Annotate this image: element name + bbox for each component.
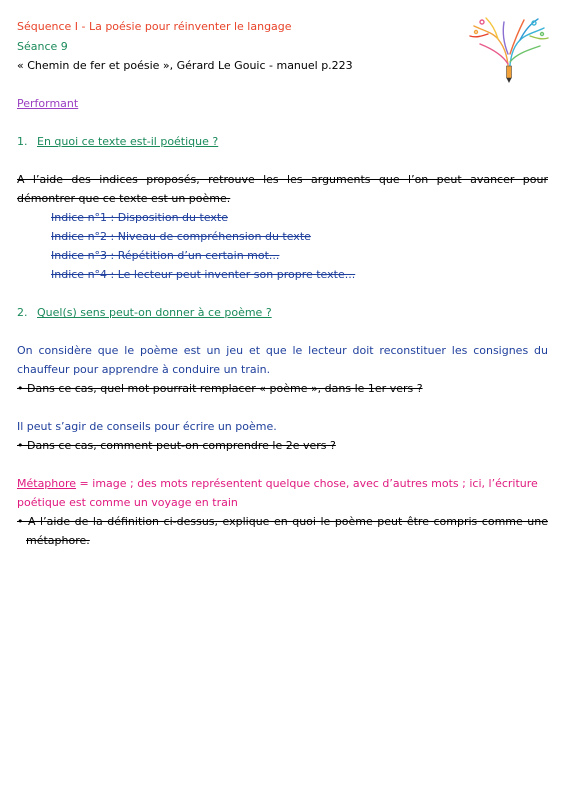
colorful-tree-pencil-icon xyxy=(468,14,550,84)
section1-heading xyxy=(17,135,218,149)
metaphor-definition-line1 xyxy=(17,477,538,491)
section2-bullet2: • Dans ce cas, comment peut-on comprendre le 2e vers ? xyxy=(17,439,336,452)
section2-paragraph1-line2: chauffeur pour apprendre à conduire un train. xyxy=(17,363,271,376)
text-reference: « Chemin de fer et poésie », Gérard Le Gouic - manuel p.223 xyxy=(17,59,353,72)
section2-heading xyxy=(17,306,272,320)
metaphor-definition-line2: poétique est comme un voyage en train xyxy=(17,496,238,509)
section2-bullet3-line2: métaphore. xyxy=(26,534,90,547)
hint-item: Indice n°3 : Répétition d’un certain mot... xyxy=(51,249,280,262)
sequence-title: Séquence I - La poésie pour réinventer le langage xyxy=(17,20,292,33)
section1-instruction-line1: A l’aide des indices proposés, retrouve les les arguments que l’on peut avancer pour xyxy=(17,173,548,186)
metaphor-term: Métaphore xyxy=(17,477,77,490)
section2-paragraph1-line1: On considère que le poème est un jeu et que le lecteur doit reconstituer les consignes du xyxy=(17,344,548,357)
section2-number: 2. xyxy=(17,306,28,319)
level-label: Performant xyxy=(17,97,79,110)
section1-number: 1. xyxy=(17,135,28,148)
hint-item: Indice n°2 : Niveau de compréhension du texte xyxy=(51,230,311,243)
section2-paragraph2: Il peut s’agir de conseils pour écrire un poème. xyxy=(17,420,277,433)
section2-question: Quel(s) sens peut-on donner à ce poème ? xyxy=(37,306,272,319)
hint-item: Indice n°1 : Disposition du texte xyxy=(51,211,228,224)
metaphor-definition: = image ; des mots représentent quelque chose, avec d’autres mots ; ici, l’écriture xyxy=(76,477,538,490)
section1-instruction-line2: démontrer que ce texte est un poème. xyxy=(17,192,231,205)
section1-question: En quoi ce texte est-il poétique ? xyxy=(37,135,219,148)
hint-item: Indice n°4 : Le lecteur peut inventer son propre texte... xyxy=(51,268,356,281)
section2-bullet1: • Dans ce cas, quel mot pourrait remplacer « poème », dans le 1er vers ? xyxy=(17,382,423,395)
section2-bullet3-line1: • A l’aide de la définition ci-dessus, explique en quoi le poème peut être compris comme une xyxy=(17,515,548,528)
seance-title: Séance 9 xyxy=(17,40,68,53)
